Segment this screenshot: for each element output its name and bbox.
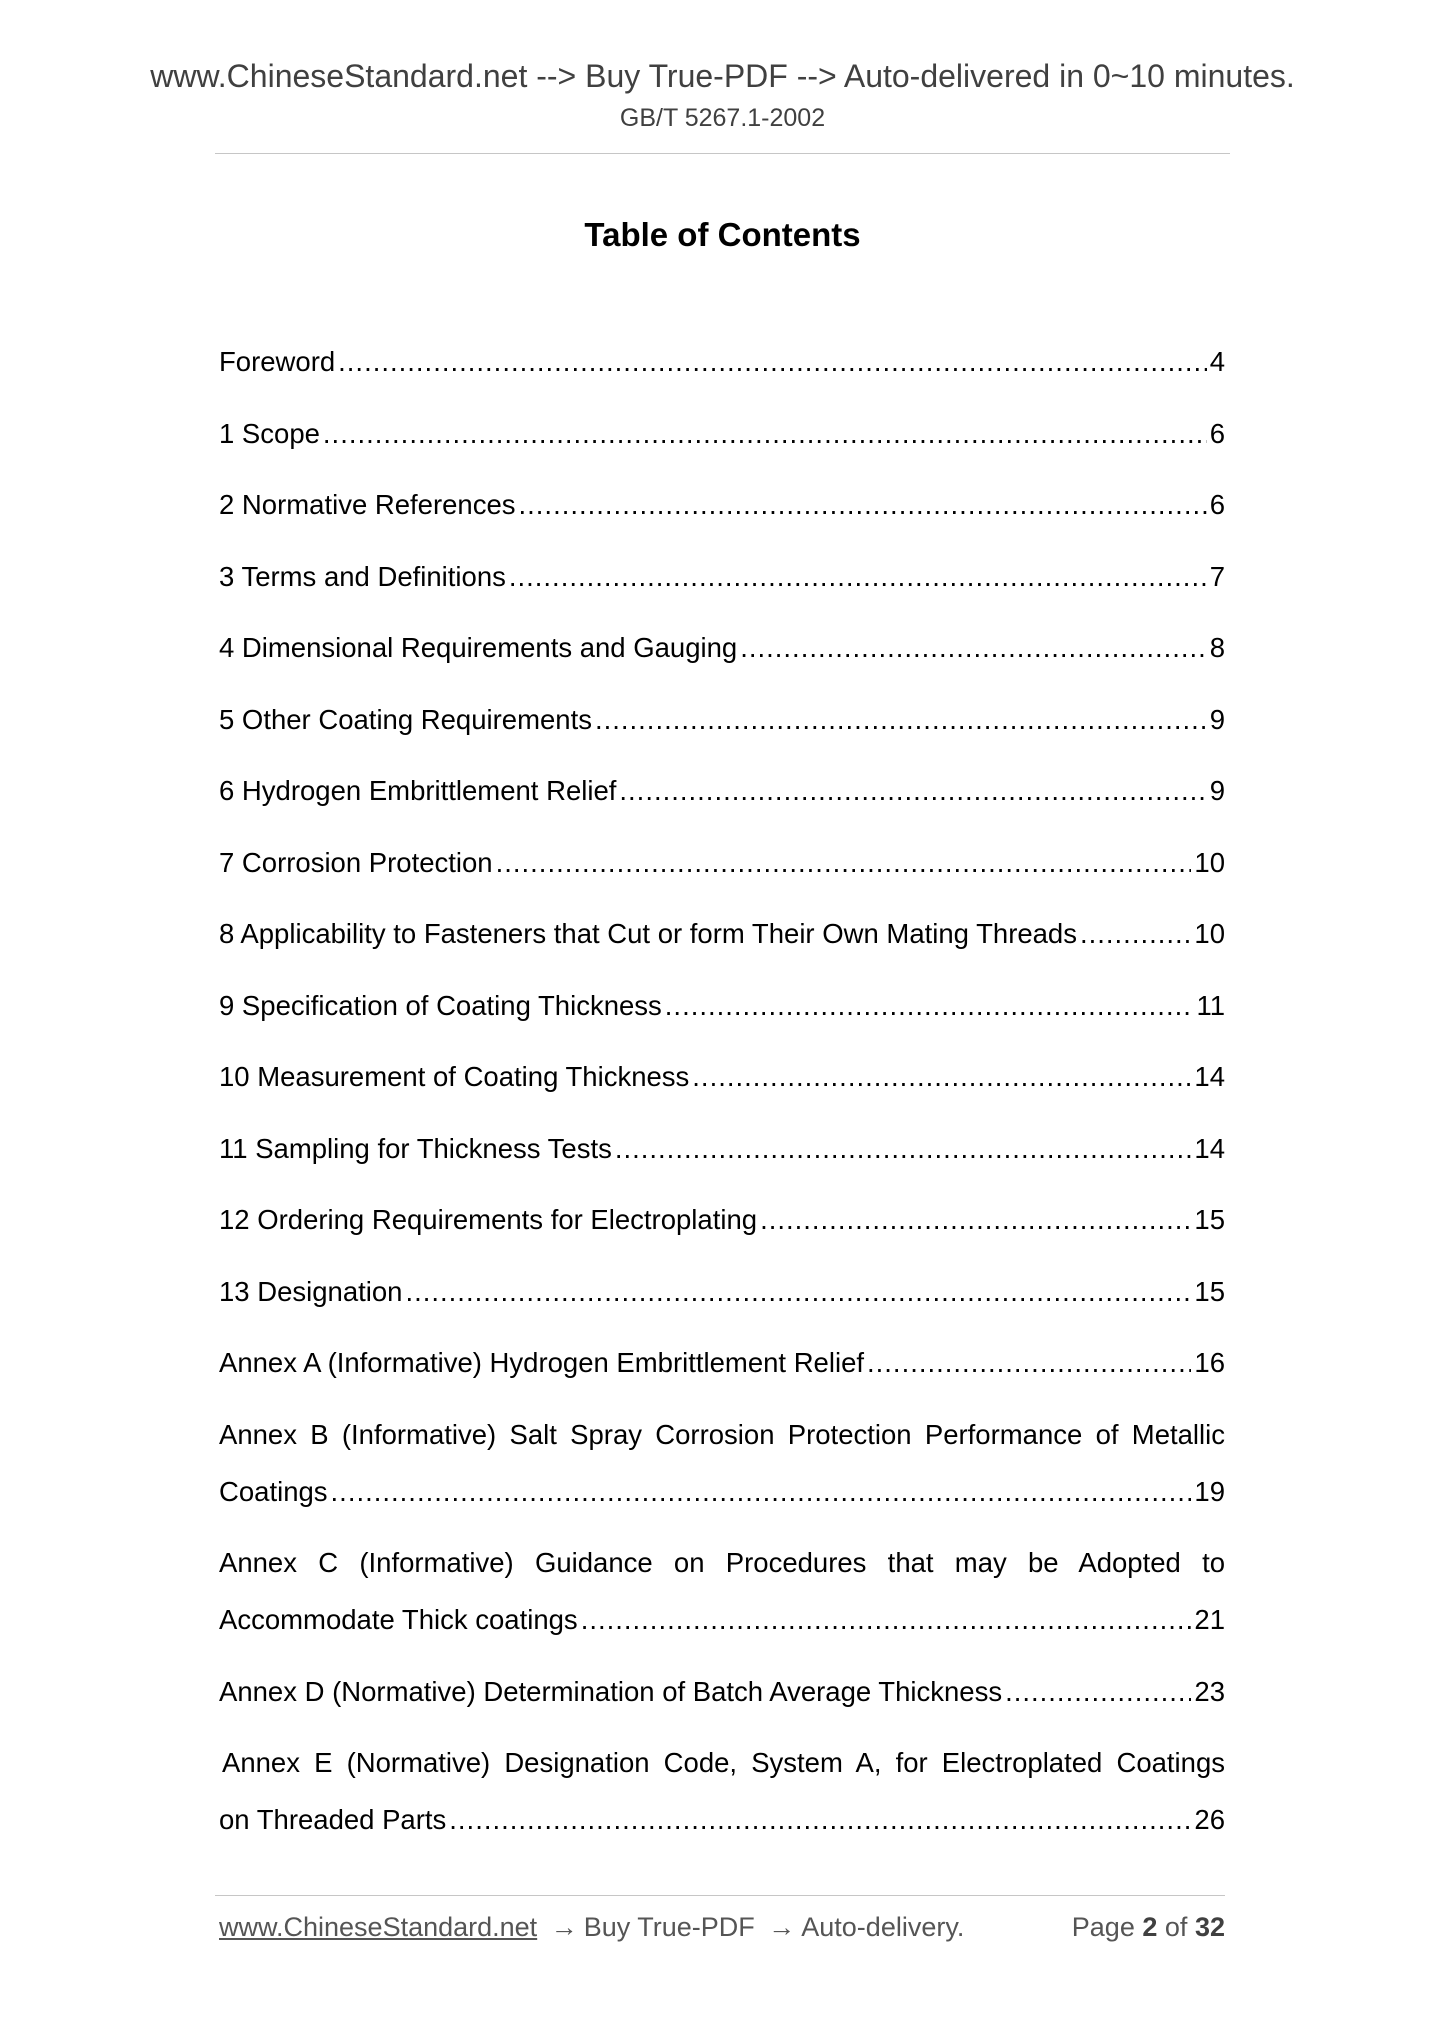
header-divider: [215, 153, 1230, 154]
toc-entry-label: 12 Ordering Requirements for Electroplating: [219, 1204, 758, 1235]
toc-entry-terms-definitions[interactable]: [219, 548, 1225, 605]
footer-buy-text: Buy True-PDF: [583, 1912, 755, 1942]
dot-leader: [665, 977, 1194, 1034]
dot-leader: [338, 333, 1207, 390]
toc-entry-specification-thickness[interactable]: [219, 977, 1225, 1034]
toc-entry-sampling[interactable]: [219, 1120, 1225, 1177]
dot-leader: [519, 476, 1207, 533]
toc-entry-scope[interactable]: [219, 405, 1225, 462]
toc-entry-page: 23: [1194, 1675, 1225, 1707]
toc-entry-page: 16: [1194, 1347, 1225, 1378]
toc-entry-label: Foreword: [219, 346, 336, 377]
toc-entry-label: 1 Scope: [219, 417, 320, 449]
toc-entry-dimensional-requirements[interactable]: [219, 619, 1225, 676]
toc-entry-label: 8 Applicability to Fasteners that Cut or form Their Own Mating Threads: [219, 918, 1077, 949]
toc-entry-label-line2: Coatings: [219, 1475, 328, 1507]
toc-entry-label: 2 Normative References: [219, 489, 516, 520]
dot-leader: [509, 548, 1207, 605]
toc-entry-page: 7: [1209, 560, 1225, 592]
toc-entry-label: 3 Terms and Definitions: [219, 560, 506, 592]
of-word: of: [1164, 1912, 1188, 1942]
footer-left: [219, 1912, 964, 1943]
footer: [219, 1912, 1225, 1943]
toc-entry-page: 9: [1209, 775, 1225, 806]
arrow-right-icon: →: [768, 1912, 796, 1942]
toc-entry-ordering-requirements[interactable]: [219, 1191, 1225, 1248]
dot-leader: [581, 1591, 1192, 1648]
dot-leader: [595, 691, 1207, 748]
dot-leader: [405, 1263, 1191, 1320]
toc-entry-label-line1: Annex B (Informative) Salt Spray Corrosion Protection Performance of Metallic: [219, 1418, 1225, 1450]
toc-entry-page: 11: [1196, 989, 1225, 1021]
toc-entry-page: 4: [1209, 346, 1225, 377]
footer-divider: [215, 1895, 1225, 1896]
toc-entry-label: 11 Sampling for Thickness Tests: [219, 1132, 612, 1164]
toc-entry-annex-e[interactable]: [219, 1734, 1225, 1848]
toc-entry-page: 21: [1194, 1604, 1225, 1635]
toc-entry-label: 13 Designation: [219, 1275, 403, 1307]
toc-entry-foreword[interactable]: [219, 333, 1225, 390]
dot-leader: [1005, 1663, 1191, 1720]
toc-entry-corrosion-protection[interactable]: [219, 834, 1225, 891]
toc-entry-other-coating-requirements[interactable]: [219, 691, 1225, 748]
dot-leader: [692, 1048, 1191, 1105]
toc-entry-label: 7 Corrosion Protection: [219, 846, 493, 878]
toc-entry-label: Annex A (Informative) Hydrogen Embrittlement Relief: [219, 1347, 865, 1378]
toc-entry-normative-references[interactable]: [219, 476, 1225, 533]
toc-entry-page: 14: [1194, 1061, 1225, 1092]
toc-entry-page: 10: [1194, 918, 1225, 949]
page-word: Page: [1071, 1912, 1135, 1942]
toc-entry-label: 10 Measurement of Coating Thickness: [219, 1061, 690, 1092]
toc-entry-label-line2: Accommodate Thick coatings: [219, 1604, 578, 1635]
dot-leader: [449, 1791, 1191, 1848]
dot-leader: [867, 1334, 1191, 1391]
dot-leader: [496, 834, 1192, 891]
toc-entry-page: 6: [1209, 489, 1225, 520]
toc-entry-page: 26: [1194, 1804, 1225, 1835]
page-title: Table of Contents: [584, 216, 861, 253]
toc-entry-annex-a[interactable]: [219, 1334, 1225, 1391]
arrow-right-icon: →: [550, 1912, 578, 1942]
footer-delivery-text: Auto-delivery.: [801, 1912, 965, 1942]
header-banner: www.ChineseStandard.net --> Buy True-PDF --> Auto-delivered in 0~10 minutes.: [150, 58, 1295, 94]
toc-entry-page: 15: [1194, 1275, 1225, 1307]
toc-entry-page: 14: [1194, 1132, 1225, 1164]
toc-entry-annex-c[interactable]: [219, 1534, 1225, 1648]
toc-entry-page: 19: [1194, 1475, 1225, 1507]
toc-entry-annex-d[interactable]: [219, 1663, 1225, 1720]
toc-entry-label-line1: Annex E (Normative) Designation Code, System A, for Electroplated Coatings: [222, 1747, 1225, 1778]
footer-website-link[interactable]: www.ChineseStandard.net: [219, 1912, 538, 1942]
toc-entry-page: 9: [1209, 703, 1225, 735]
dot-leader: [1080, 905, 1191, 962]
toc-entry-label: 4 Dimensional Requirements and Gauging: [219, 632, 738, 663]
toc-entry-page: 6: [1209, 417, 1225, 449]
toc-entry-page: 8: [1209, 632, 1225, 663]
toc-entry-measurement-thickness[interactable]: [219, 1048, 1225, 1105]
page-number: 2: [1142, 1912, 1158, 1942]
toc-entry-designation[interactable]: [219, 1263, 1225, 1320]
toc-entry-applicability[interactable]: [219, 905, 1225, 962]
toc-entry-label: Annex D (Normative) Determination of Batch Average Thickness: [219, 1675, 1003, 1707]
page-indicator: [1072, 1912, 1225, 1943]
standard-number: GB/T 5267.1-2002: [619, 104, 826, 132]
toc-entry-annex-b[interactable]: [219, 1406, 1225, 1520]
dot-leader: [740, 619, 1206, 676]
toc-entry-label-line1: Annex C (Informative) Guidance on Procedures that may be Adopted to: [219, 1547, 1225, 1578]
dot-leader: [331, 1463, 1192, 1520]
toc-entry-hydrogen-embrittlement[interactable]: [219, 762, 1225, 819]
toc-entry-label: 6 Hydrogen Embrittlement Relief: [219, 775, 617, 806]
dot-leader: [615, 1120, 1192, 1177]
toc-entry-label: 5 Other Coating Requirements: [219, 703, 592, 735]
toc-entry-label-line2: on Threaded Parts: [219, 1804, 447, 1835]
page-total: 32: [1194, 1912, 1225, 1942]
toc-entry-page: 15: [1194, 1204, 1225, 1235]
toc-entry-label: 9 Specification of Coating Thickness: [219, 989, 662, 1021]
dot-leader: [760, 1191, 1191, 1248]
table-of-contents: [219, 333, 1225, 1863]
dot-leader: [619, 762, 1206, 819]
dot-leader: [323, 405, 1207, 462]
toc-entry-page: 10: [1194, 846, 1225, 878]
